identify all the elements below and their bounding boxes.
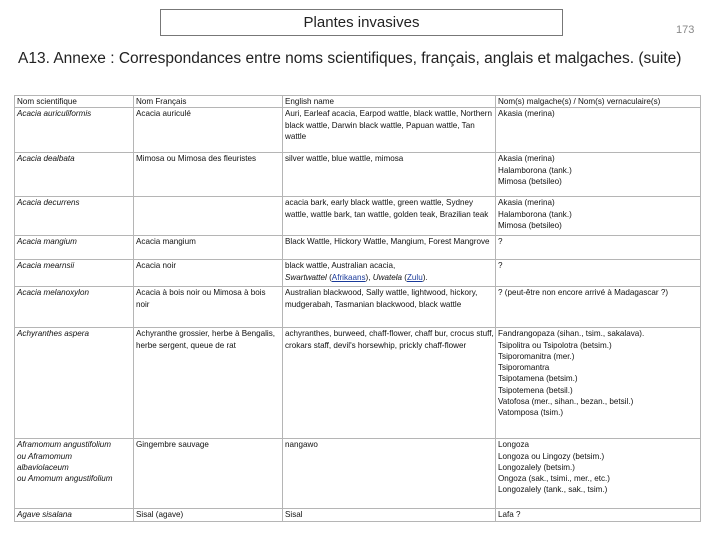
malagasy-name: Longozalely (tank., sak., tsim.) <box>498 485 608 495</box>
cell-malagasy <box>496 287 701 328</box>
cell-malagasy <box>496 260 701 287</box>
cell-malagasy <box>496 153 701 197</box>
correspondence-table <box>14 95 701 522</box>
header-title: Plantes invasives <box>303 14 420 31</box>
scientific-name: ou Aframomum <box>17 451 73 461</box>
scientific-name: Acacia decurrens <box>17 198 80 208</box>
cell-malagasy <box>496 197 701 236</box>
cell-english: nangawo <box>283 439 496 509</box>
scientific-name: Aframomum angustifolium <box>17 440 112 450</box>
cell-french: Gingembre sauvage <box>134 439 283 509</box>
malagasy-name: Akasia (merina) <box>498 198 555 208</box>
cell-french: Acacia auriculé <box>134 108 283 153</box>
malagasy-name: Tsiporomanitra (mer.) <box>498 351 575 361</box>
cell-scientific <box>15 108 134 153</box>
scientific-name: Acacia auriculiformis <box>17 109 92 119</box>
cell-malagasy <box>496 236 701 260</box>
malagasy-name: Ongoza (sak., tsimi., mer., etc.) <box>498 474 610 484</box>
zulu-link[interactable]: Zulu <box>406 272 423 282</box>
malagasy-name: Tsipotemena (betsil.) <box>498 385 573 395</box>
table-row <box>15 197 701 236</box>
page-number: 173 <box>676 24 695 36</box>
malagasy-name: Halamborona (tank.) <box>498 165 572 175</box>
malagasy-name: Longozalely (betsim.) <box>498 462 575 472</box>
zulu-term: Uwatela <box>372 272 402 282</box>
cell-english: Black Wattle, Hickory Wattle, Mangium, Forest Mangrove <box>283 236 496 260</box>
malagasy-name: Tsipotamena (betsim.) <box>498 374 578 384</box>
cell-french: Sisal (agave) <box>134 509 283 522</box>
malagasy-name: Mimosa (betsileo) <box>498 220 562 230</box>
scientific-name: Acacia mearnsii <box>17 261 75 271</box>
malagasy-name: Akasia (merina) <box>498 154 555 164</box>
section-title: A13. Annexe : Correspondances entre noms scientifiques, français, anglais et malgaches. (suite) <box>18 50 682 67</box>
cell-english: Auri, Earleaf acacia, Earpod wattle, black wattle, Northern black wattle, Darwin black wattle, Papuan wattle, Tan wattle <box>283 108 496 153</box>
cell-french: Mimosa ou Mimosa des fleuristes <box>134 153 283 197</box>
document-header <box>160 9 563 36</box>
table-row <box>15 439 701 509</box>
cell-english <box>283 260 496 287</box>
cell-english: achyranthes, burweed, chaff-flower, chaff bur, crocus stuff, crokars staff, devil's horsewhip, prickly chaff-flower <box>283 328 496 439</box>
cell-scientific <box>15 328 134 439</box>
table-row <box>15 328 701 439</box>
malagasy-name: Lafa ? <box>498 510 521 520</box>
table-row <box>15 260 701 287</box>
cell-scientific <box>15 197 134 236</box>
column-header-english: English name <box>283 96 496 108</box>
cell-english: Australian blackwood, Sally wattle, lightwood, hickory, mudgerabah, Tasmanian blackwood, black wattle <box>283 287 496 328</box>
english-lead: black wattle, Australian acacia, <box>285 261 396 271</box>
malagasy-name: Vatofosa (mer., sihan., bezan., betsil.) <box>498 397 634 407</box>
malagasy-name: ? <box>498 237 503 247</box>
cell-scientific <box>15 287 134 328</box>
scientific-name: albaviolaceum <box>17 462 69 472</box>
malagasy-name: Tsiporomantra <box>498 363 550 373</box>
cell-english: silver wattle, blue wattle, mimosa <box>283 153 496 197</box>
scientific-name: Achyranthes aspera <box>17 329 89 339</box>
cell-english: Sisal <box>283 509 496 522</box>
malagasy-name: Akasia (merina) <box>498 109 555 119</box>
cell-scientific <box>15 509 134 522</box>
malagasy-name: ? <box>498 261 503 271</box>
malagasy-name: Mimosa (betsileo) <box>498 176 562 186</box>
scientific-name: Agave sisalana <box>17 510 72 520</box>
cell-malagasy <box>496 439 701 509</box>
malagasy-name: Fandrangopaza (sihan., tsim., sakalava). <box>498 329 645 339</box>
scientific-name: Acacia mangium <box>17 237 77 247</box>
malagasy-name: Longoza ou Lingozy (betsim.) <box>498 451 605 461</box>
malagasy-name: Longoza <box>498 440 530 450</box>
table-header-row <box>15 96 701 108</box>
malagasy-name: Halamborona (tank.) <box>498 209 572 219</box>
table-row <box>15 236 701 260</box>
cell-french: Acacia mangium <box>134 236 283 260</box>
malagasy-name: ? (peut-être non encore arrivé à Madagascar ?) <box>498 288 669 298</box>
cell-scientific <box>15 153 134 197</box>
table-row <box>15 153 701 197</box>
table-row <box>15 108 701 153</box>
english-local-names: Swartwattel (Afrikaans), Uwatela (Zulu). <box>285 272 428 282</box>
cell-french <box>134 197 283 236</box>
cell-french: Acacia à bois noir ou Mimosa à bois noir <box>134 287 283 328</box>
cell-english: acacia bark, early black wattle, green wattle, Sydney wattle, wattle bark, tan wattle, golden teak, Brazilian teak <box>283 197 496 236</box>
cell-malagasy <box>496 328 701 439</box>
cell-malagasy <box>496 108 701 153</box>
malagasy-name: Vatomposa (tsim.) <box>498 408 564 418</box>
malagasy-name: Tsipolitra ou Tsipolotra (betsim.) <box>498 340 612 350</box>
scientific-name: Acacia dealbata <box>17 154 75 164</box>
column-header-malagasy: Nom(s) malgache(s) / Nom(s) vernaculaire(s) <box>496 96 701 108</box>
cell-scientific <box>15 236 134 260</box>
scientific-name: ou Amomum angustifolium <box>17 474 113 484</box>
scientific-name: Acacia melanoxylon <box>17 288 89 298</box>
column-header-scientific: Nom scientifique <box>15 96 134 108</box>
cell-french: Achyranthe grossier, herbe à Bengalis, herbe sergent, queue de rat <box>134 328 283 439</box>
afrikaans-link[interactable]: Afrikaans <box>331 272 366 282</box>
cell-scientific <box>15 439 134 509</box>
column-header-french: Nom Français <box>134 96 283 108</box>
cell-french: Acacia noir <box>134 260 283 287</box>
table-row <box>15 509 701 522</box>
afrikaans-term: Swartwattel <box>285 272 327 282</box>
cell-malagasy <box>496 509 701 522</box>
table-row <box>15 287 701 328</box>
cell-scientific <box>15 260 134 287</box>
